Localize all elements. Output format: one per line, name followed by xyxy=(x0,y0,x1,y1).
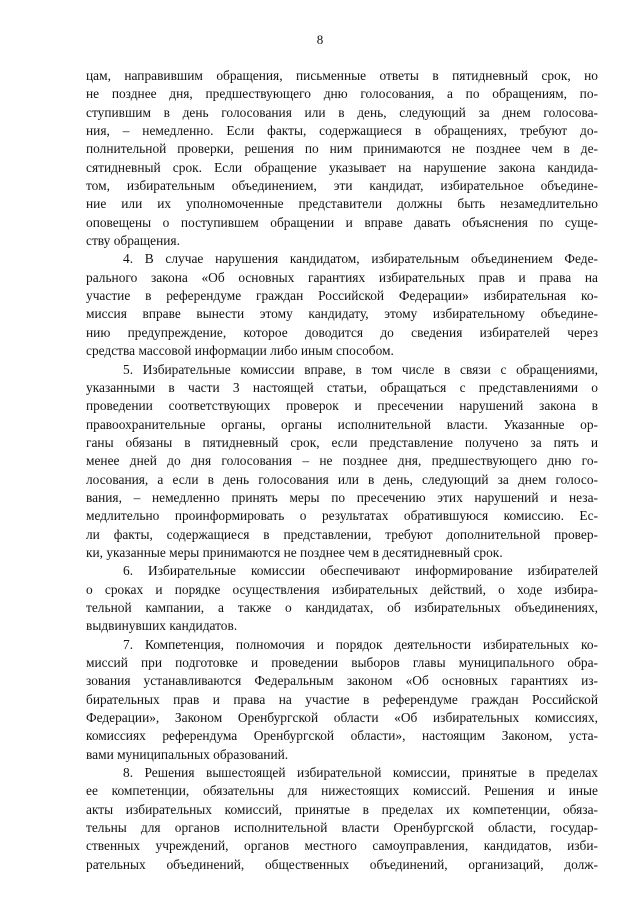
text-line: цам, направившим обращения, письменные ответы в пятидневный срок, но xyxy=(86,68,598,83)
text-line: участие в референдуме граждан Российской Федерации» избирательная ко- xyxy=(86,288,598,304)
text-line: ли факты, содержащиеся в представлении, требуют дополнительной провер- xyxy=(86,526,598,542)
text-line: миссий при подготовке и проведении выборов главы муниципального обра- xyxy=(86,655,598,670)
text-line: рательных объединений, общественных объединений, организаций, долж- xyxy=(86,856,598,872)
text-line: лосования, а если в день голосования или в день, следующий за днем голосо- xyxy=(86,471,598,487)
text-line: зования устанавливаются Федеральным законом «Об основных гарантиях из- xyxy=(86,673,598,689)
text-line: 6. Избирательные комиссии обеспечивают информирование избирателей xyxy=(123,563,598,579)
text-line: акты избирательных комиссий, принятые в пределах их компетенции, обяза- xyxy=(86,801,598,817)
text-line: ние или их уполномоченные представители должны быть незамедлительно xyxy=(86,196,598,212)
page-number: 8 xyxy=(316,32,324,47)
text-line: ки, указанные меры принимаются не позднее чем в десятидневный срок. xyxy=(86,544,503,560)
text-line: сятидневный срок. Если обращение указывает на нарушение закона кандида- xyxy=(86,159,598,175)
text-line: вания, – немедленно принять меры по пресечению этих нарушений и неза- xyxy=(86,489,598,505)
text-line: менее дней до дня голосования – не позднее дня, предшествующего дню го- xyxy=(86,453,598,469)
text-line: полнительной проверки, решения по ним принимаются не позднее чем в де- xyxy=(86,141,598,157)
text-line: нию предупреждение, которое доводится до сведения избирателей через xyxy=(86,324,598,340)
text-line: указанными в части 3 настоящей статьи, обращаться с представлениями о xyxy=(86,379,598,395)
text-line: миссия вправе вынести этому кандидату, этому избирательному объедине- xyxy=(86,306,598,322)
text-line: тельной кампании, а также о кандидатах, об избирательных объединениях, xyxy=(86,599,598,615)
text-line: ству обращения. xyxy=(86,233,180,249)
text-line: медлительно проинформировать о результатах обратившуюся комиссию. Ес- xyxy=(86,508,598,524)
text-line: 5. Избирательные комиссии вправе, в том числе в связи с обращениями, xyxy=(123,361,598,377)
paragraph-6 xyxy=(86,562,598,635)
text-line: правоохранительные органы, органы исполнительной власти. Указанные ор- xyxy=(86,416,598,432)
text-line: Федерации», Законом Оренбургской области «Об избирательных комиссиях, xyxy=(86,710,598,726)
text-line: бирательных прав и права на участие в референдуме граждан Российской xyxy=(86,691,598,707)
paragraph-5 xyxy=(86,361,598,563)
text-line: 7. Компетенция, полномочия и порядок деятельности избирательных ко- xyxy=(123,636,598,652)
text-line: комиссиях референдума Оренбургской области», настоящим Законом, уста- xyxy=(86,728,598,744)
text-line: ступившим в день голосования или в день, следующий за днем голосова- xyxy=(86,104,598,120)
text-line: ственных учреждений, органов местного самоуправления, кандидатов, изби- xyxy=(86,838,598,854)
text-line: рального закона «Об основных гарантиях избирательных прав и права на xyxy=(86,269,598,285)
text-line: тельны для органов исполнительной власти Оренбургской области, государ- xyxy=(86,820,598,836)
text-line: ее компетенции, обязательны для нижестоящих комиссий. Решения и иные xyxy=(86,783,598,799)
paragraph-7 xyxy=(86,636,598,764)
document-body xyxy=(86,67,598,874)
paragraph-8 xyxy=(86,764,598,874)
text-line: не позднее дня, предшествующего дню голосования, а по обращениям, по- xyxy=(86,86,598,102)
text-line: вами муниципальных образований. xyxy=(86,746,289,762)
text-line: оповещены о поступившем обращении и вправе давать объяснения по суще- xyxy=(86,214,598,230)
text-line: том, избирательным объединением, эти кандидат, избирательное объедине- xyxy=(86,178,598,194)
paragraph-continuation xyxy=(86,67,598,250)
text-line: выдвинувших кандидатов. xyxy=(86,618,238,634)
text-line: 4. В случае нарушения кандидатом, избирательным объединением Феде- xyxy=(123,251,598,267)
text-line: проведении соответствующих проверок и пресечении нарушений закона в xyxy=(86,398,598,414)
text-line: средства массовой информации либо иным способом. xyxy=(86,343,394,359)
text-line: ганы обязаны в пятидневный срок, если представление получено за пять и xyxy=(86,434,598,450)
text-line: о сроках и порядке осуществления избирательных действий, о ходе избира- xyxy=(86,581,598,597)
text-line: 8. Решения вышестоящей избирательной комиссии, принятые в пределах xyxy=(123,765,598,781)
text-line: ния, – немедленно. Если факты, содержащиеся в обращениях, требуют до- xyxy=(86,123,598,139)
paragraph-4 xyxy=(86,250,598,360)
